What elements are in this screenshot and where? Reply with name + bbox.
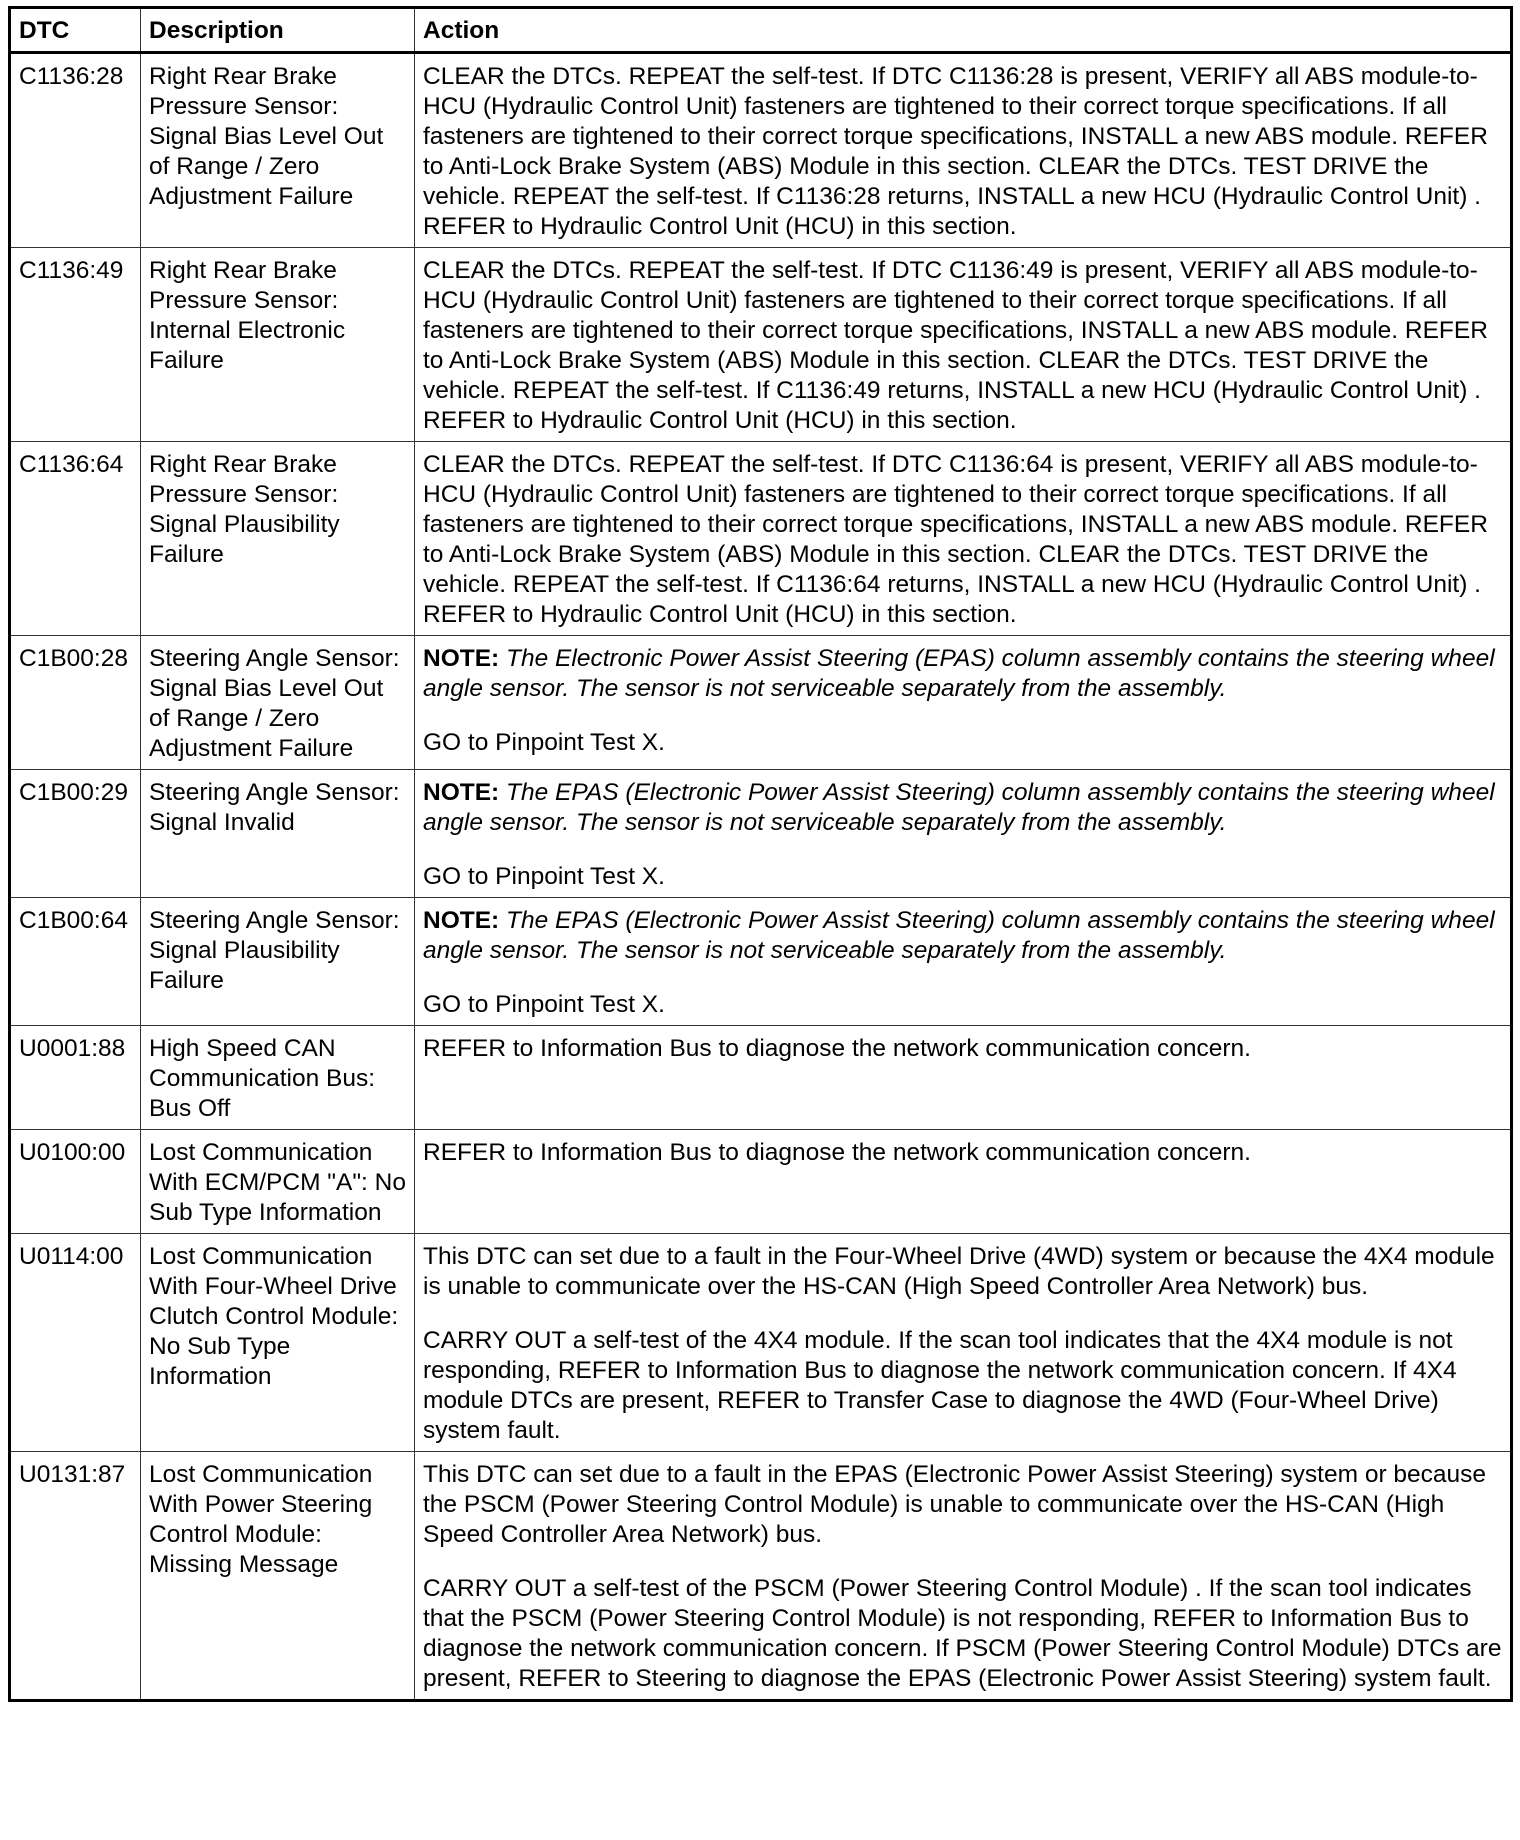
note-text: The EPAS (Electronic Power Assist Steering) column assembly contains the steering wheel angle sensor. The sensor is not serviceable separately from the assembly. [423,779,1495,836]
description-cell: Right Rear Brake Pressure Sensor: Signal Bias Level Out of Range / Zero Adjustment Failure [141,53,415,248]
note-label: NOTE: [423,907,500,934]
dtc-code-cell: C1B00:64 [10,898,141,1026]
action-paragraph: REFER to Information Bus to diagnose the network communication concern. [423,1139,1251,1166]
dtc-code-cell: U0114:00 [10,1234,141,1452]
table-row [10,442,1512,636]
table-row [10,1234,1512,1452]
table-row [10,248,1512,442]
note-paragraph [423,644,1502,704]
header-action: Action [415,8,1512,53]
table-row [10,636,1512,770]
note-paragraph [423,778,1502,838]
header-description: Description [141,8,415,53]
action-cell [415,1452,1512,1701]
note-text: The EPAS (Electronic Power Assist Steering) column assembly contains the steering wheel angle sensor. The sensor is not serviceable separately from the assembly. [423,907,1495,964]
description-cell: Steering Angle Sensor: Signal Invalid [141,770,415,898]
action-cell [415,53,1512,248]
table-row [10,1130,1512,1234]
dtc-code-cell: C1136:28 [10,53,141,248]
dtc-code-cell: C1136:49 [10,248,141,442]
dtc-code-cell: U0100:00 [10,1130,141,1234]
description-cell: Right Rear Brake Pressure Sensor: Internal Electronic Failure [141,248,415,442]
table-header [10,8,1512,53]
table-row [10,1026,1512,1130]
action-cell [415,1130,1512,1234]
dtc-code-cell: C1B00:29 [10,770,141,898]
table-row [10,1452,1512,1701]
action-cell [415,248,1512,442]
action-paragraph: CLEAR the DTCs. REPEAT the self-test. If DTC C1136:49 is present, VERIFY all ABS module-to-HCU (Hydraulic Control Unit) fasteners are tightened to their correct torque specifications. If all fasteners are tightened to their correct torque specifications, INSTALL a new ABS module. REFER to Anti-Lock Brake System (ABS) Module in this section. CLEAR the DTCs. TEST DRIVE the vehicle. REPEAT the self-test. If C1136:49 returns, INSTALL a new HCU (Hydraulic Control Unit) . REFER to Hydraulic Control Unit (HCU) in this section. [423,257,1488,434]
description-cell: Lost Communication With ECM/PCM "A": No Sub Type Information [141,1130,415,1234]
action-cell [415,770,1512,898]
action-cell [415,636,1512,770]
action-paragraph: REFER to Information Bus to diagnose the network communication concern. [423,1035,1251,1062]
description-cell: Steering Angle Sensor: Signal Bias Level Out of Range / Zero Adjustment Failure [141,636,415,770]
action-paragraph: GO to Pinpoint Test X. [423,991,665,1018]
note-paragraph [423,906,1502,966]
description-cell: Lost Communication With Four-Wheel Drive Clutch Control Module: No Sub Type Information [141,1234,415,1452]
dtc-code-cell: C1B00:28 [10,636,141,770]
action-cell [415,1234,1512,1452]
note-text: The Electronic Power Assist Steering (EPAS) column assembly contains the steering wheel angle sensor. The sensor is not serviceable separately from the assembly. [423,645,1495,702]
action-paragraph: This DTC can set due to a fault in the EPAS (Electronic Power Assist Steering) system or because the PSCM (Power Steering Control Module) is unable to communicate over the HS-CAN (High Speed Controller Area Network) bus. [423,1461,1487,1548]
action-paragraph: GO to Pinpoint Test X. [423,729,665,756]
description-cell: Steering Angle Sensor: Signal Plausibility Failure [141,898,415,1026]
dtc-table [8,6,1513,1702]
action-paragraph: GO to Pinpoint Test X. [423,863,665,890]
dtc-code-cell: U0131:87 [10,1452,141,1701]
table-row [10,898,1512,1026]
header-row [10,8,1512,53]
note-label: NOTE: [423,779,500,806]
header-dtc: DTC [10,8,141,53]
table-body [10,53,1512,1701]
action-cell [415,898,1512,1026]
action-paragraph: CARRY OUT a self-test of the PSCM (Power Steering Control Module) . If the scan tool indicates that the PSCM (Power Steering Control Module) is not responding, REFER to Information Bus to diagnose the network communication concern. If PSCM (Power Steering Control Module) DTCs are present, REFER to Steering to diagnose the EPAS (Electronic Power Assist Steering) system fault. [423,1575,1502,1692]
description-cell: Lost Communication With Power Steering Control Module: Missing Message [141,1452,415,1701]
action-cell [415,442,1512,636]
action-paragraph: CLEAR the DTCs. REPEAT the self-test. If DTC C1136:64 is present, VERIFY all ABS module-to-HCU (Hydraulic Control Unit) fasteners are tightened to their correct torque specifications. If all fasteners are tightened to their correct torque specifications, INSTALL a new ABS module. REFER to Anti-Lock Brake System (ABS) Module in this section. CLEAR the DTCs. TEST DRIVE the vehicle. REPEAT the self-test. If C1136:64 returns, INSTALL a new HCU (Hydraulic Control Unit) . REFER to Hydraulic Control Unit (HCU) in this section. [423,451,1488,628]
action-paragraph: CLEAR the DTCs. REPEAT the self-test. If DTC C1136:28 is present, VERIFY all ABS module-to-HCU (Hydraulic Control Unit) fasteners are tightened to their correct torque specifications. If all fasteners are tightened to their correct torque specifications, INSTALL a new ABS module. REFER to Anti-Lock Brake System (ABS) Module in this section. CLEAR the DTCs. TEST DRIVE the vehicle. REPEAT the self-test. If C1136:28 returns, INSTALL a new HCU (Hydraulic Control Unit) . REFER to Hydraulic Control Unit (HCU) in this section. [423,63,1488,240]
description-cell: Right Rear Brake Pressure Sensor: Signal Plausibility Failure [141,442,415,636]
dtc-code-cell: U0001:88 [10,1026,141,1130]
action-paragraph: This DTC can set due to a fault in the Four-Wheel Drive (4WD) system or because the 4X4 module is unable to communicate over the HS-CAN (High Speed Controller Area Network) bus. [423,1243,1495,1300]
action-paragraph: CARRY OUT a self-test of the 4X4 module. If the scan tool indicates that the 4X4 module is not responding, REFER to Information Bus to diagnose the network communication concern. If 4X4 module DTCs are present, REFER to Transfer Case to diagnose the 4WD (Four-Wheel Drive) system fault. [423,1327,1457,1444]
dtc-code-cell: C1136:64 [10,442,141,636]
table-row [10,770,1512,898]
note-label: NOTE: [423,645,500,672]
table-row [10,53,1512,248]
description-cell: High Speed CAN Communication Bus: Bus Off [141,1026,415,1130]
action-cell [415,1026,1512,1130]
